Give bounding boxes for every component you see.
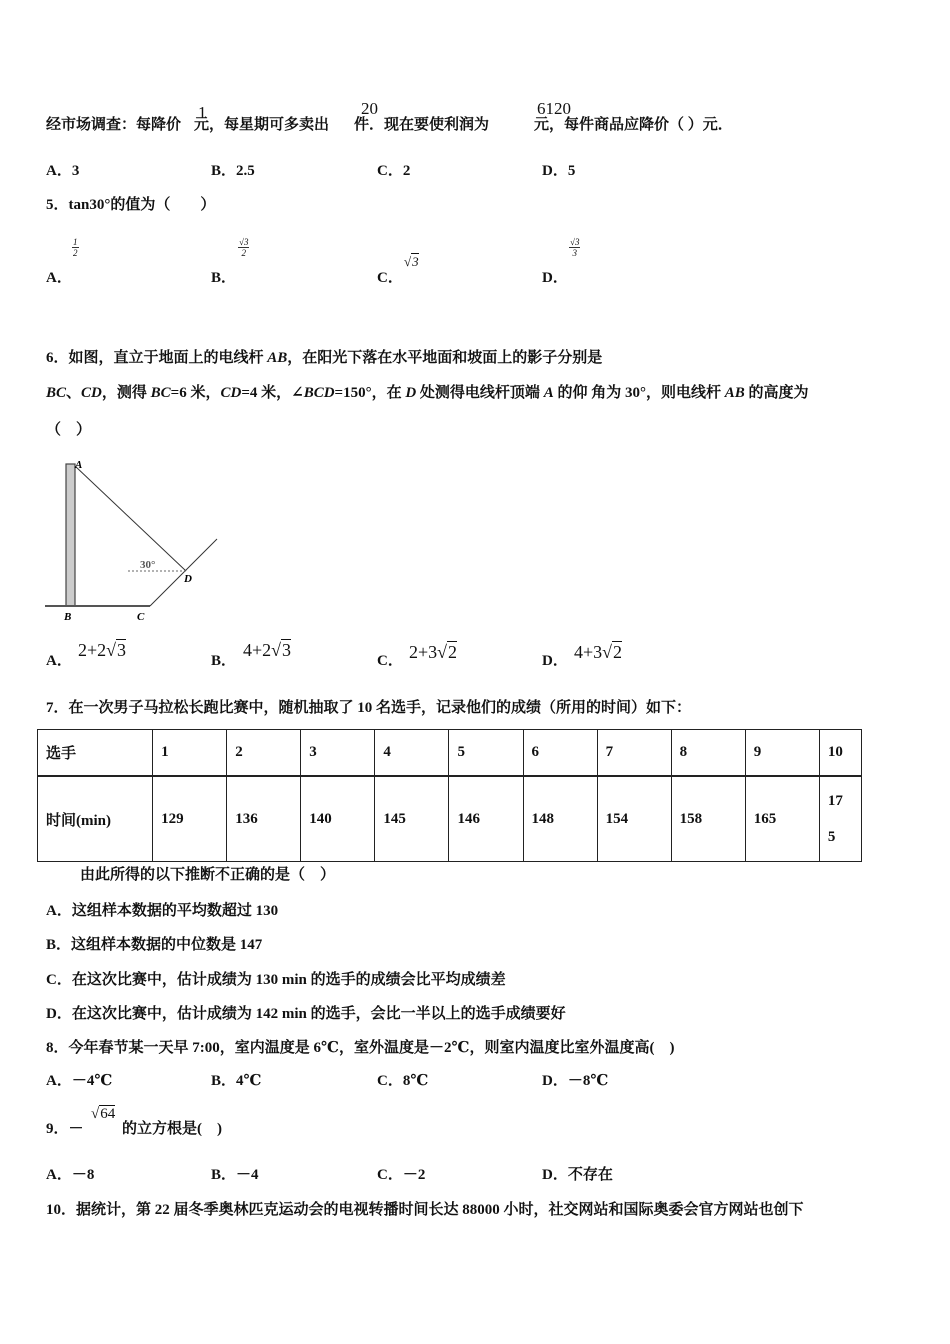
text: 处测得电线杆顶端 — [416, 385, 544, 401]
q6-expr-c: 2+3√2 — [409, 642, 458, 662]
q5-sqrt-c: √3 — [404, 254, 419, 269]
text: ，测得 — [101, 385, 151, 401]
q8-option-c[interactable]: C．8℃ — [377, 1073, 429, 1089]
text: AB — [724, 385, 745, 401]
text: 的仰 角为 30°，则电线杆 — [553, 385, 725, 401]
numerator: √3 — [239, 237, 249, 247]
table-header-row — [38, 730, 862, 777]
header-cell: 5 — [449, 730, 523, 777]
q9-option-c[interactable]: C．－2 — [377, 1167, 426, 1183]
q7-stem: 7．在一次男子马拉松长跑比赛中，随机抽取了 10 名选手，记录他们的成绩（所用的时间）如下： — [46, 700, 692, 716]
q5-stem: 5．tan30°的值为（ ） — [46, 197, 216, 213]
table-cell: 140 — [301, 776, 375, 862]
radicand: 2 — [613, 642, 623, 662]
q4-stem — [46, 116, 733, 134]
q6-expr-b: 4+2√3 — [243, 640, 292, 660]
q6-option-d[interactable]: D． — [542, 653, 568, 669]
q4-num-20: 20 — [361, 99, 378, 118]
q6-expr-a: 2+2√3 — [78, 640, 127, 660]
header-cell: 4 — [375, 730, 449, 777]
radicand: 3 — [117, 640, 127, 660]
q7-option-d[interactable]: D．在这次比赛中，估计成绩为 142 min 的选手，会比一半以上的选手成绩要好 — [46, 1006, 566, 1022]
q8-option-a[interactable]: A．－4℃ — [46, 1073, 113, 1089]
sunray-ad — [75, 466, 186, 571]
text: 4+2 — [243, 640, 272, 660]
text: =6 米， — [170, 385, 221, 401]
text: 2+2 — [78, 640, 107, 660]
q7-option-b[interactable]: B．这组样本数据的中位数是 147 — [46, 937, 263, 953]
text: D — [405, 385, 417, 401]
q6-option-b[interactable]: B． — [211, 653, 237, 669]
table-cell: 146 — [449, 776, 523, 862]
q8-stem: 8．今年春节某一天早 7:00，室内温度是 6℃，室外温度是－2℃，则室内温度比室外温度高( ) — [46, 1040, 675, 1056]
denominator: 3 — [572, 248, 577, 258]
angle-label: 30° — [140, 559, 156, 571]
label-d: D — [184, 573, 192, 585]
q9-prefix: 9．－ — [46, 1121, 84, 1137]
header-cell: 6 — [523, 730, 597, 777]
q6-option-c[interactable]: C． — [377, 653, 403, 669]
q4-num-6120: 6120 — [537, 99, 571, 118]
q7-question: 由此所得的以下推断不正确的是（ ） — [80, 867, 336, 883]
q4-text-1: 经市场调查：每降价 — [46, 117, 182, 133]
denominator: 2 — [73, 248, 78, 258]
q5-fraction-b — [238, 237, 249, 258]
q5-fraction-a — [72, 237, 79, 258]
text: =150°，在 — [334, 385, 406, 401]
text: 、 — [66, 385, 82, 401]
q4-option-a[interactable]: A．3 — [46, 163, 80, 179]
text: 的高度为 — [744, 385, 809, 401]
radicand: 64 — [100, 1106, 116, 1122]
text: 4+3 — [574, 642, 603, 662]
pole-ab — [66, 464, 75, 606]
header-cell: 9 — [745, 730, 819, 777]
q4-text-2: 元，每星期可多卖出 — [194, 117, 330, 133]
header-cell: 1 — [153, 730, 227, 777]
q4-option-c[interactable]: C．2 — [377, 163, 411, 179]
label-a: A — [75, 459, 83, 471]
table-cell: 148 — [523, 776, 597, 862]
q9-sqrt: √64 — [91, 1106, 116, 1122]
text: 2+3 — [409, 642, 438, 662]
radicand: 3 — [282, 640, 292, 660]
header-cell: 10 — [819, 730, 861, 777]
q9-option-b[interactable]: B．－4 — [211, 1167, 259, 1183]
text: A — [543, 385, 554, 401]
q7-option-a[interactable]: A．这组样本数据的平均数超过 130 — [46, 903, 279, 919]
header-cell: 8 — [671, 730, 745, 777]
table-cell: 165 — [745, 776, 819, 862]
label-c: C — [137, 611, 145, 623]
q4-num-1: 1 — [198, 103, 207, 122]
q8-option-d[interactable]: D．－8℃ — [542, 1073, 609, 1089]
header-cell: 3 — [301, 730, 375, 777]
q6-expr-d: 4+3√2 — [574, 642, 623, 662]
q6-figure — [40, 450, 230, 630]
header-cell: 7 — [597, 730, 671, 777]
q9-option-d[interactable]: D．不存在 — [542, 1167, 613, 1183]
table-cell: 145 — [375, 776, 449, 862]
q8-option-b[interactable]: B．4℃ — [211, 1073, 262, 1089]
radicand: 2 — [448, 642, 458, 662]
text: CD — [81, 385, 102, 401]
text: BC — [150, 385, 171, 401]
q5-option-a[interactable]: A． — [46, 270, 72, 286]
q5-fraction-d — [569, 237, 580, 258]
q6-option-a[interactable]: A． — [46, 653, 72, 669]
q9-option-a[interactable]: A．－8 — [46, 1167, 95, 1183]
q10-stem: 10．据统计，第 22 届冬季奥林匹克运动会的电视转播时间长达 88000 小时，社交网站和国际奥委会官方网站也创下 — [46, 1202, 804, 1218]
row-label: 时间(min) — [38, 776, 153, 862]
text: CD — [220, 385, 242, 401]
q5-option-b[interactable]: B． — [211, 270, 237, 286]
q6-answer-paren: （ ） — [46, 422, 92, 438]
text: BC — [46, 385, 67, 401]
q7-results-table — [37, 729, 862, 862]
q6-stem-line2 — [46, 384, 808, 402]
denominator: 2 — [241, 248, 246, 258]
q4-text-3: 件．现在要使利润为 — [354, 117, 490, 133]
table-cell: 129 — [153, 776, 227, 862]
table-cell: 136 — [227, 776, 301, 862]
table-cell: 158 — [671, 776, 745, 862]
table-cell: 17 5 — [819, 776, 861, 862]
q9-suffix: 的立方根是( ) — [122, 1121, 222, 1137]
q6-stem-line1 — [46, 349, 602, 367]
q4-option-b[interactable]: B．2.5 — [211, 163, 255, 179]
header-cell: 选手 — [38, 730, 153, 777]
text: =4 米，∠ — [241, 385, 304, 401]
text: 6．如图，直立于地面上的电线杆 — [46, 350, 268, 366]
q4-text-4: 元，每件商品应降价（ ）元． — [534, 117, 733, 133]
table-row — [38, 776, 862, 862]
q5-option-c[interactable]: C． — [377, 270, 403, 286]
header-cell: 2 — [227, 730, 301, 777]
numerator: √3 — [570, 237, 580, 247]
numerator: 1 — [73, 237, 78, 247]
label-b: B — [64, 611, 72, 623]
table-cell: 154 — [597, 776, 671, 862]
q7-option-c[interactable]: C．在这次比赛中，估计成绩为 130 min 的选手的成绩会比平均成绩差 — [46, 972, 506, 988]
q4-option-d[interactable]: D．5 — [542, 163, 576, 179]
text: AB — [267, 350, 288, 366]
text: BCD — [303, 385, 335, 401]
radicand: 3 — [412, 254, 419, 269]
q5-option-d[interactable]: D． — [542, 270, 568, 286]
text: ，在阳光下落在水平地面和坡面上的影子分别是 — [287, 350, 603, 366]
